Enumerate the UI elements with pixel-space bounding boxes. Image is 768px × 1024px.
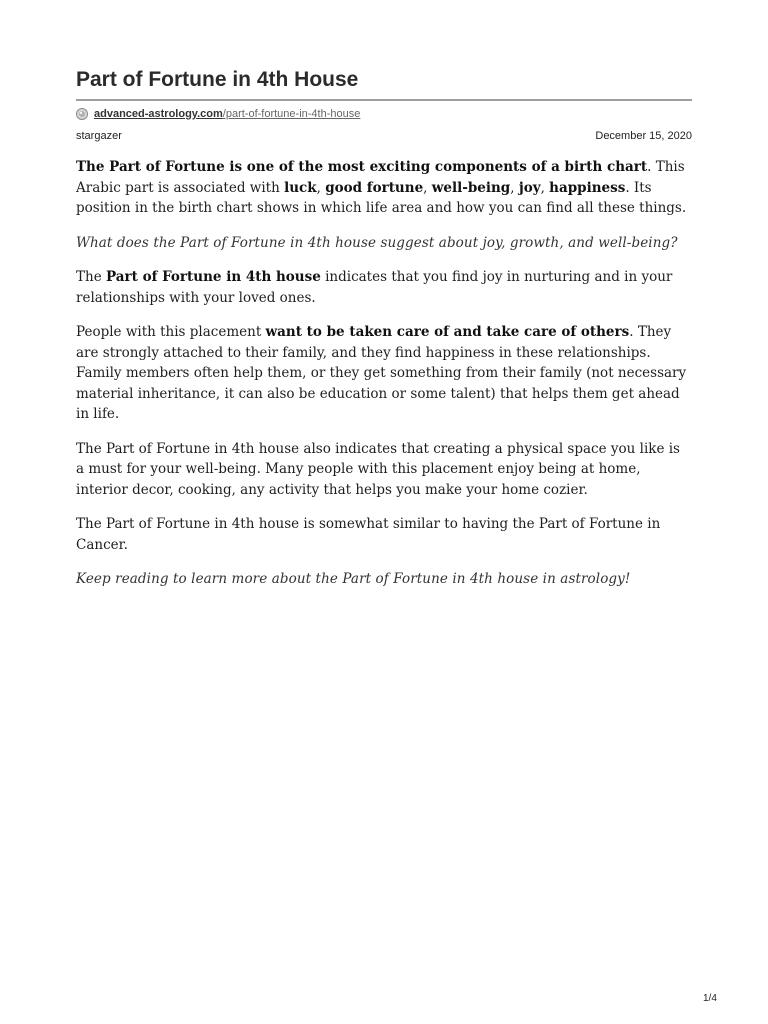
paragraph-intro — [76, 157, 692, 219]
publish-date: December 15, 2020 — [595, 130, 692, 142]
paragraph-keep-reading: Keep reading to learn more about the Part of Fortune in 4th house in astrology! — [76, 571, 631, 587]
author-name: stargazer — [76, 130, 122, 142]
text-span: This Arabic part is associated with — [76, 159, 685, 196]
text-span: People with this placement — [76, 324, 266, 340]
paragraph-home: The Part of Fortune in 4th house also indicates that creating a physical space you like is a must for your well-being. Many people with this placement enjoy being at home, interior decor, cooking, any activity that helps you make your home cozier. — [76, 440, 680, 498]
text-span: . They are strongly attached to their family, and they find happiness in these relationships. Family members often help them, or they get something from their family (not necessary material inheritance, it can also be education or some talent) that helps them get ahead in life. — [76, 324, 687, 422]
title-divider — [76, 99, 692, 101]
page-indicator: 1/4 — [703, 993, 717, 1004]
text-span: The — [76, 269, 106, 285]
bold-phrase: happiness — [549, 179, 626, 196]
text-span: , — [423, 179, 432, 196]
text-span: . Its position in the birth chart shows in which life area and how you can find all these things. — [76, 179, 687, 216]
source-domain: advanced-astrology.com — [94, 108, 223, 120]
bold-phrase: joy — [518, 179, 541, 196]
source-line — [76, 107, 360, 121]
bold-phrase: luck — [284, 179, 317, 196]
bold-phrase: Part of Fortune in 4th house — [105, 269, 321, 285]
text-span: , — [540, 179, 550, 196]
paragraph-cancer: The Part of Fortune in 4th house is somewhat similar to having the Part of Fortune in Cancer. — [76, 516, 661, 553]
source-path: /part-of-fortune-in-4th-house — [222, 108, 361, 120]
source-link[interactable] — [94, 107, 360, 121]
text-span: indicates that you find joy in nurturing and in your relationships with your loved ones. — [76, 269, 673, 306]
article-meta — [76, 129, 692, 143]
text-span: . — [647, 159, 652, 175]
article-body — [76, 157, 692, 604]
bold-phrase: want to be taken care of and take care of others — [265, 324, 630, 340]
bold-phrase: well-being — [431, 179, 511, 196]
page-title: Part of Fortune in 4th House — [76, 68, 359, 91]
site-favicon-icon — [76, 108, 88, 120]
bold-phrase: The Part of Fortune is one of the most exciting components of a birth chart — [76, 159, 648, 175]
paragraph-indication — [76, 267, 692, 308]
paragraph-people — [76, 322, 692, 425]
bold-phrase: good fortune — [325, 179, 424, 196]
text-span: , — [510, 179, 519, 196]
text-span: , — [316, 179, 326, 196]
paragraph-question: What does the Part of Fortune in 4th house suggest about joy, growth, and well-being? — [76, 234, 678, 251]
